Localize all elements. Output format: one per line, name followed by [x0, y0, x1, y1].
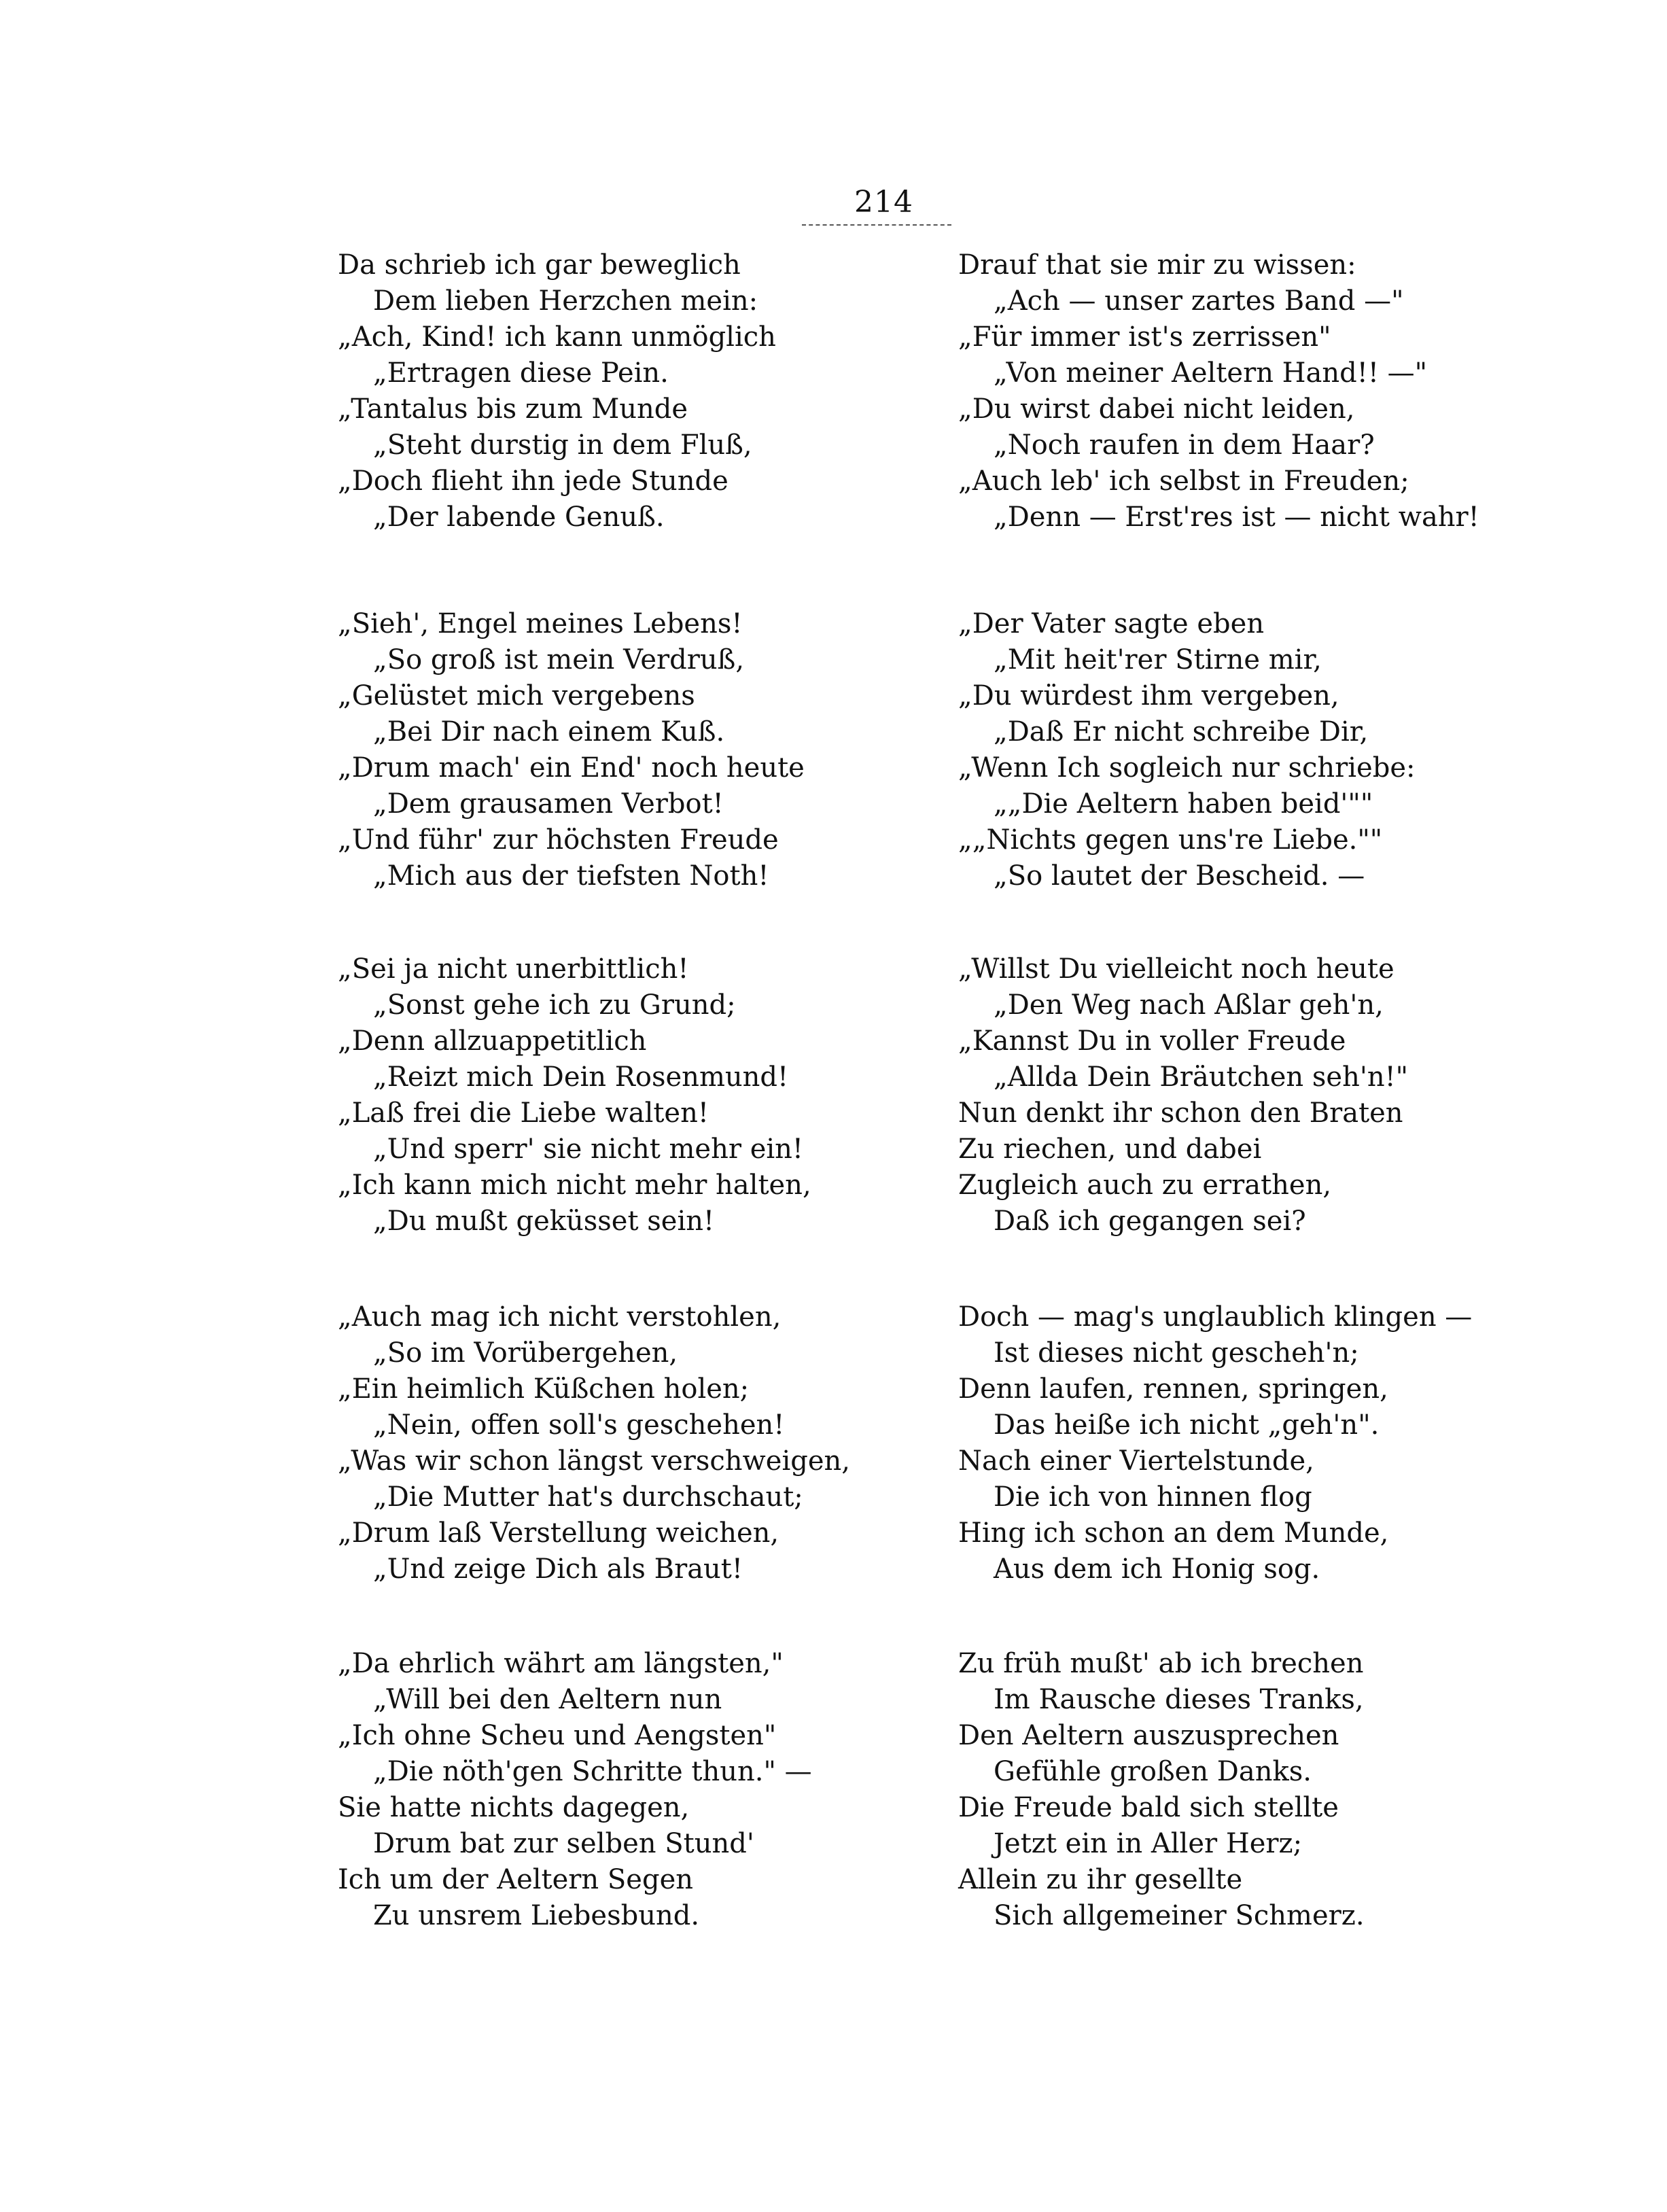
- left-stanza-4: [338, 1299, 949, 1587]
- verse-line: „Ertragen diese Pein.: [373, 357, 669, 389]
- verse-line: „Da ehrlich währt am längsten,": [338, 1648, 784, 1679]
- verse-line: Den Aeltern auszusprechen: [958, 1720, 1339, 1751]
- verse-line: „Auch leb' ich selbst in Freuden;: [958, 466, 1409, 497]
- verse-line: Ich um der Aeltern Segen: [338, 1864, 694, 1895]
- verse-line: „Die Mutter hat's durchschaut;: [373, 1481, 803, 1513]
- verse-line: „Wenn Ich sogleich nur schriebe:: [958, 752, 1416, 784]
- verse-line: „Sonst gehe ich zu Grund;: [373, 989, 736, 1021]
- verse-line: „Von meiner Aeltern Hand!! —": [994, 357, 1428, 389]
- verse-line: „Kannst Du in voller Freude: [958, 1025, 1346, 1057]
- verse-line: Sich allgemeiner Schmerz.: [994, 1900, 1365, 1931]
- verse-line: „Drum laß Verstellung weichen,: [338, 1517, 779, 1549]
- header-rule: [802, 224, 951, 226]
- verse-line: „Denn allzuappetitlich: [338, 1025, 647, 1057]
- verse-line: Sie hatte nichts dagegen,: [338, 1792, 690, 1823]
- verse-line: „Du mußt geküsset sein!: [373, 1206, 715, 1237]
- verse-line: „Steht durstig in dem Fluß,: [373, 429, 752, 461]
- verse-line: Allein zu ihr gesellte: [958, 1864, 1243, 1895]
- verse-line: „Und zeige Dich als Braut!: [373, 1553, 743, 1585]
- page-number: 214: [854, 185, 913, 220]
- right-stanza-5: [958, 1646, 1570, 1934]
- verse-line: „Noch raufen in dem Haar?: [994, 429, 1375, 461]
- verse-line: Zugleich auch zu errathen,: [958, 1170, 1332, 1201]
- verse-line: „Nein, offen soll's geschehen!: [373, 1409, 785, 1441]
- verse-line: Zu früh mußt' ab ich brechen: [958, 1648, 1364, 1679]
- verse-line: Daß ich gegangen sei?: [994, 1206, 1306, 1237]
- right-stanza-3: [958, 951, 1570, 1240]
- verse-line: „So lautet der Bescheid. —: [994, 860, 1365, 892]
- verse-line: „Willst Du vielleicht noch heute: [958, 953, 1394, 985]
- verse-line: „„Nichts gegen uns're Liebe."": [958, 824, 1383, 856]
- verse-line: „Mit heit'rer Stirne mir,: [994, 644, 1322, 675]
- verse-line: „Daß Er nicht schreibe Dir,: [994, 716, 1369, 748]
- verse-line: Drum bat zur selben Stund': [373, 1828, 754, 1859]
- verse-line: „Mich aus der tiefsten Noth!: [373, 860, 769, 892]
- verse-line: Nach einer Viertelstunde,: [958, 1445, 1314, 1477]
- verse-line: „Doch flieht ihn jede Stunde: [338, 466, 729, 497]
- verse-line: „Und sperr' sie nicht mehr ein!: [373, 1134, 803, 1165]
- verse-line: „Reizt mich Dein Rosenmund!: [373, 1061, 789, 1093]
- verse-line: „Ach — unser zartes Band —": [994, 285, 1404, 317]
- verse-line: „Denn — Erst'res ist — nicht wahr!: [994, 502, 1479, 533]
- verse-line: Da schrieb ich gar beweglich: [338, 249, 741, 281]
- verse-line: „So groß ist mein Verdruß,: [373, 644, 745, 675]
- verse-line: „So im Vorübergehen,: [373, 1337, 678, 1369]
- verse-line: „Drum mach' ein End' noch heute: [338, 752, 805, 784]
- right-stanza-4: [958, 1299, 1570, 1587]
- verse-line: „Ein heimlich Küßchen holen;: [338, 1373, 750, 1405]
- verse-line: Die Freude bald sich stellte: [958, 1792, 1339, 1823]
- verse-line: Denn laufen, rennen, springen,: [958, 1373, 1388, 1405]
- left-stanza-3: [338, 951, 949, 1240]
- verse-line: „Den Weg nach Aßlar geh'n,: [994, 989, 1384, 1021]
- verse-line: „Dem grausamen Verbot!: [373, 788, 724, 820]
- verse-line: Drauf that sie mir zu wissen:: [958, 249, 1356, 281]
- verse-line: Im Rausche dieses Tranks,: [994, 1684, 1364, 1715]
- left-stanza-1: [338, 247, 949, 536]
- right-stanza-1: [958, 247, 1570, 536]
- verse-line: „Will bei den Aeltern nun: [373, 1684, 722, 1715]
- verse-line: „Auch mag ich nicht verstohlen,: [338, 1301, 782, 1333]
- verse-line: Aus dem ich Honig sog.: [994, 1553, 1320, 1585]
- verse-line: „Der labende Genuß.: [373, 502, 665, 533]
- left-stanza-5: [338, 1646, 949, 1934]
- verse-line: „Sei ja nicht unerbittlich!: [338, 953, 689, 985]
- right-stanza-2: [958, 606, 1570, 894]
- verse-line: Zu riechen, und dabei: [958, 1134, 1262, 1165]
- verse-line: „Bei Dir nach einem Kuß.: [373, 716, 725, 748]
- verse-line: „Die nöth'gen Schritte thun." —: [373, 1756, 812, 1787]
- verse-line: Doch — mag's unglaublich klingen —: [958, 1301, 1473, 1333]
- verse-line: „Gelüstet mich vergebens: [338, 680, 695, 712]
- verse-line: „Du wirst dabei nicht leiden,: [958, 393, 1355, 425]
- verse-line: Zu unsrem Liebesbund.: [373, 1900, 700, 1931]
- verse-line: „Allda Dein Bräutchen seh'n!": [994, 1061, 1409, 1093]
- verse-line: „Ich ohne Scheu und Aengsten": [338, 1720, 777, 1751]
- verse-line: „Du würdest ihm vergeben,: [958, 680, 1339, 712]
- verse-line: „Ach, Kind! ich kann unmöglich: [338, 321, 776, 353]
- verse-line: Hing ich schon an dem Munde,: [958, 1517, 1389, 1549]
- verse-line: Dem lieben Herzchen mein:: [373, 285, 758, 317]
- verse-line: Ist dieses nicht gescheh'n;: [994, 1337, 1359, 1369]
- verse-line: „Laß frei die Liebe walten!: [338, 1098, 709, 1129]
- verse-line: „Ich kann mich nicht mehr halten,: [338, 1170, 811, 1201]
- verse-line: „Was wir schon längst verschweigen,: [338, 1445, 851, 1477]
- verse-line: „Und führ' zur höchsten Freude: [338, 824, 779, 856]
- verse-line: Das heiße ich nicht „geh'n".: [994, 1409, 1380, 1441]
- verse-line: „Der Vater sagte eben: [958, 608, 1265, 639]
- verse-line: „„Die Aeltern haben beid'"": [994, 788, 1373, 820]
- verse-line: Jetzt ein in Aller Herz;: [994, 1828, 1303, 1859]
- verse-line: „Sieh', Engel meines Lebens!: [338, 608, 743, 639]
- verse-line: Nun denkt ihr schon den Braten: [958, 1098, 1403, 1129]
- left-stanza-2: [338, 606, 949, 894]
- verse-line: Gefühle großen Danks.: [994, 1756, 1312, 1787]
- verse-line: „Für immer ist's zerrissen": [958, 321, 1331, 353]
- verse-line: Die ich von hinnen flog: [994, 1481, 1312, 1513]
- verse-line: „Tantalus bis zum Munde: [338, 393, 688, 425]
